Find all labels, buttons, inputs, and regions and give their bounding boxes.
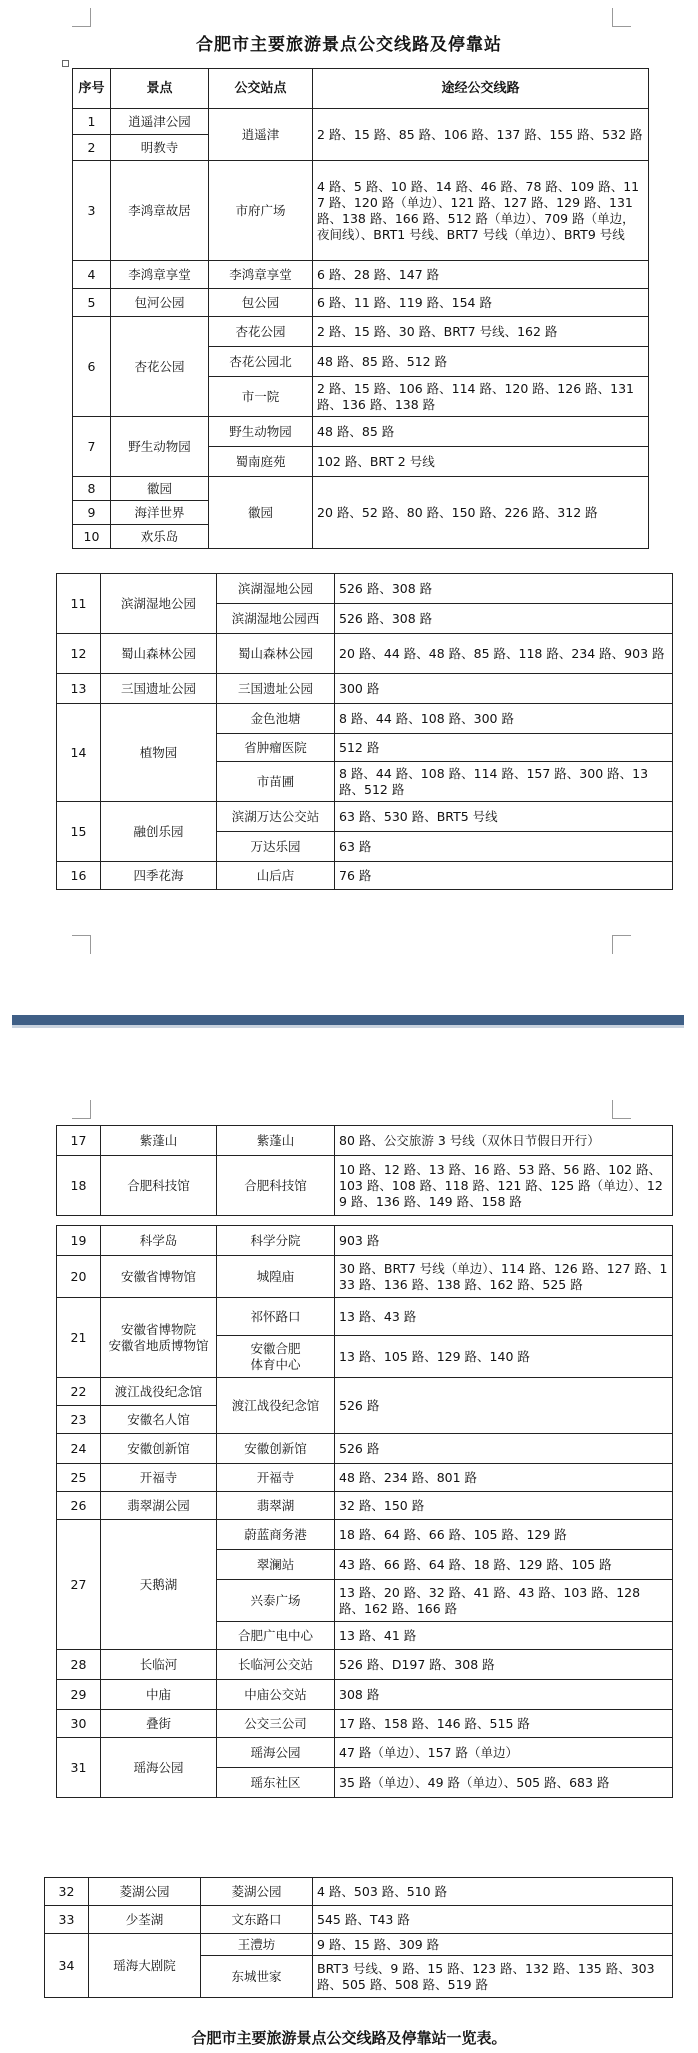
stop-name: 合肥科技馆 xyxy=(217,1156,335,1216)
route-list: 9 路、15 路、309 路 xyxy=(313,1934,673,1956)
row-no: 32 xyxy=(45,1878,89,1906)
scenic-name: 融创乐园 xyxy=(101,802,217,862)
route-list: 76 路 xyxy=(335,862,673,890)
scenic-name: 欢乐岛 xyxy=(111,525,209,549)
row-no: 9 xyxy=(73,501,111,525)
crop-mark xyxy=(72,935,91,954)
row-no: 22 xyxy=(57,1378,101,1406)
route-list: 4 路、5 路、10 路、14 路、46 路、78 路、109 路、117 路、120 路（单边）、121 路、127 路、129 路、131 路、138 路、166 路、512 路（单边）、709 路（单边，夜间线）、BRT1 号线、BRT7 号线（单边）、BRT9 号线 xyxy=(313,161,649,261)
bus-route-table-part-4 xyxy=(56,1225,673,1798)
scenic-name: 瑶海公园 xyxy=(101,1738,217,1798)
scenic-name: 李鸿章享堂 xyxy=(111,261,209,289)
route-list: 526 路、308 路 xyxy=(335,604,673,634)
route-list: 13 路、105 路、129 路、140 路 xyxy=(335,1336,673,1378)
scenic-name-line-1: 安徽省博物院 xyxy=(120,1321,196,1337)
route-list: 526 路 xyxy=(335,1378,673,1434)
row-no: 8 xyxy=(73,477,111,501)
scenic-name: 菱湖公园 xyxy=(89,1878,201,1906)
scenic-name: 中庙 xyxy=(101,1680,217,1710)
scenic-name: 植物园 xyxy=(101,704,217,802)
stop-name: 蜀山森林公园 xyxy=(217,634,335,674)
scenic-name: 渡江战役纪念馆 xyxy=(101,1378,217,1406)
route-list: 2 路、15 路、106 路、114 路、120 路、126 路、131 路、136 路、138 路 xyxy=(313,377,649,417)
scenic-name: 四季花海 xyxy=(101,862,217,890)
stop-name: 兴泰广场 xyxy=(217,1580,335,1622)
scenic-name: 开福寺 xyxy=(101,1464,217,1492)
stop-name: 滨湖湿地公园西 xyxy=(217,604,335,634)
bus-route-table-part-2 xyxy=(56,573,673,890)
scenic-name xyxy=(101,1298,217,1378)
route-list: 20 路、44 路、48 路、85 路、118 路、234 路、903 路 xyxy=(335,634,673,674)
stop-name: 金色池塘 xyxy=(217,704,335,734)
route-list: BRT3 号线、9 路、15 路、123 路、132 路、135 路、303 路、505 路、508 路、519 路 xyxy=(313,1956,673,1998)
scenic-name: 少荃湖 xyxy=(89,1906,201,1934)
route-list: 512 路 xyxy=(335,734,673,762)
scenic-name: 海洋世界 xyxy=(111,501,209,525)
row-no: 7 xyxy=(73,417,111,477)
route-list: 80 路、公交旅游 3 号线（双休日节假日开行） xyxy=(335,1126,673,1156)
stop-name: 山后店 xyxy=(217,862,335,890)
row-no: 3 xyxy=(73,161,111,261)
route-list: 18 路、64 路、66 路、105 路、129 路 xyxy=(335,1520,673,1550)
crop-mark xyxy=(72,1100,91,1119)
stop-name xyxy=(217,1336,335,1378)
row-no: 23 xyxy=(57,1406,101,1434)
stop-name: 安徽创新馆 xyxy=(217,1434,335,1464)
stop-name-line-1: 安徽合肥 xyxy=(250,1340,301,1356)
stop-name-line-2: 体育中心 xyxy=(250,1356,301,1372)
route-list: 17 路、158 路、146 路、515 路 xyxy=(335,1710,673,1738)
bus-route-table-part-1 xyxy=(72,68,649,549)
scenic-name: 瑶海大剧院 xyxy=(89,1934,201,1998)
scenic-name: 包河公园 xyxy=(111,289,209,317)
crop-mark xyxy=(72,8,91,27)
header-routes: 途经公交线路 xyxy=(313,69,649,109)
row-no: 5 xyxy=(73,289,111,317)
row-no: 34 xyxy=(45,1934,89,1998)
scenic-name: 天鹅湖 xyxy=(101,1520,217,1650)
row-no: 31 xyxy=(57,1738,101,1798)
row-no: 29 xyxy=(57,1680,101,1710)
scenic-name-line-2: 安徽省地质博物馆 xyxy=(108,1337,209,1353)
row-no: 4 xyxy=(73,261,111,289)
header-stop: 公交站点 xyxy=(209,69,313,109)
row-no: 11 xyxy=(57,574,101,634)
route-list: 63 路、530 路、BRT5 号线 xyxy=(335,802,673,832)
row-no: 17 xyxy=(57,1126,101,1156)
row-no: 27 xyxy=(57,1520,101,1650)
stop-name: 逍遥津 xyxy=(209,109,313,161)
stop-name: 徽园 xyxy=(209,477,313,549)
scenic-name: 徽园 xyxy=(111,477,209,501)
row-no: 13 xyxy=(57,674,101,704)
stop-name: 瑶东社区 xyxy=(217,1768,335,1798)
header-no: 序号 xyxy=(73,69,111,109)
scenic-name: 三国遗址公园 xyxy=(101,674,217,704)
stop-name: 滨湖湿地公园 xyxy=(217,574,335,604)
stop-name: 市一院 xyxy=(209,377,313,417)
scenic-name: 合肥科技馆 xyxy=(101,1156,217,1216)
header-scenic: 景点 xyxy=(111,69,209,109)
route-list: 10 路、12 路、13 路、16 路、53 路、56 路、102 路、103 路、108 路、118 路、121 路、125 路（单边）、129 路、136 路、149 路、158 路 xyxy=(335,1156,673,1216)
stop-name: 蔚蓝商务港 xyxy=(217,1520,335,1550)
stop-name: 万达乐园 xyxy=(217,832,335,862)
bus-route-table-part-3 xyxy=(56,1125,673,1216)
scenic-name: 紫蓬山 xyxy=(101,1126,217,1156)
route-list: 43 路、66 路、64 路、18 路、129 路、105 路 xyxy=(335,1550,673,1580)
row-no: 14 xyxy=(57,704,101,802)
stop-name: 省肿瘤医院 xyxy=(217,734,335,762)
route-list: 48 路、85 路、512 路 xyxy=(313,347,649,377)
route-list: 32 路、150 路 xyxy=(335,1492,673,1520)
route-list: 526 路、308 路 xyxy=(335,574,673,604)
document-title: 合肥市主要旅游景点公交线路及停靠站 xyxy=(196,35,502,55)
route-list: 2 路、15 路、85 路、106 路、137 路、155 路、532 路 xyxy=(313,109,649,161)
route-list: 13 路、20 路、32 路、41 路、43 路、103 路、128 路、162 路、166 路 xyxy=(335,1580,673,1622)
row-no: 12 xyxy=(57,634,101,674)
page-separator xyxy=(12,1015,684,1025)
stop-name: 杏花公园北 xyxy=(209,347,313,377)
stop-name: 城隍庙 xyxy=(217,1256,335,1298)
row-no: 15 xyxy=(57,802,101,862)
stop-name: 杏花公园 xyxy=(209,317,313,347)
row-no: 6 xyxy=(73,317,111,417)
route-list: 526 路 xyxy=(335,1434,673,1464)
scenic-name: 杏花公园 xyxy=(111,317,209,417)
stop-name: 市苗圃 xyxy=(217,762,335,802)
stop-name: 祁怀路口 xyxy=(217,1298,335,1336)
row-no: 1 xyxy=(73,109,111,135)
stop-name: 李鸿章享堂 xyxy=(209,261,313,289)
bus-route-table-part-5 xyxy=(44,1877,673,1998)
stop-name: 王澧坊 xyxy=(201,1934,313,1956)
page-1 xyxy=(0,0,698,980)
route-list: 13 路、43 路 xyxy=(335,1298,673,1336)
row-no: 10 xyxy=(73,525,111,549)
scenic-name: 野生动物园 xyxy=(111,417,209,477)
stop-name: 科学分院 xyxy=(217,1226,335,1256)
row-no: 30 xyxy=(57,1710,101,1738)
stop-name: 渡江战役纪念馆 xyxy=(217,1378,335,1434)
table-move-handle[interactable] xyxy=(62,60,69,67)
stop-name: 开福寺 xyxy=(217,1464,335,1492)
stop-name: 市府广场 xyxy=(209,161,313,261)
route-list: 20 路、52 路、80 路、150 路、226 路、312 路 xyxy=(313,477,649,549)
row-no: 33 xyxy=(45,1906,89,1934)
route-list: 13 路、41 路 xyxy=(335,1622,673,1650)
stop-name: 长临河公交站 xyxy=(217,1650,335,1680)
route-list: 102 路、BRT 2 号线 xyxy=(313,447,649,477)
scenic-name: 翡翠湖公园 xyxy=(101,1492,217,1520)
route-list: 903 路 xyxy=(335,1226,673,1256)
route-list: 4 路、503 路、510 路 xyxy=(313,1878,673,1906)
row-no: 28 xyxy=(57,1650,101,1680)
scenic-name: 明教寺 xyxy=(111,135,209,161)
route-list: 526 路、D197 路、308 路 xyxy=(335,1650,673,1680)
stop-name: 东城世家 xyxy=(201,1956,313,1998)
route-list: 545 路、T43 路 xyxy=(313,1906,673,1934)
stop-name: 滨湖万达公交站 xyxy=(217,802,335,832)
stop-name: 野生动物园 xyxy=(209,417,313,447)
route-list: 35 路（单边）、49 路（单边）、505 路、683 路 xyxy=(335,1768,673,1798)
row-no: 24 xyxy=(57,1434,101,1464)
route-list: 6 路、28 路、147 路 xyxy=(313,261,649,289)
scenic-name: 长临河 xyxy=(101,1650,217,1680)
row-no: 25 xyxy=(57,1464,101,1492)
crop-mark xyxy=(612,935,631,954)
route-list: 8 路、44 路、108 路、300 路 xyxy=(335,704,673,734)
document-caption: 合肥市主要旅游景点公交线路及停靠站一览表。 xyxy=(191,2029,507,2047)
row-no: 20 xyxy=(57,1256,101,1298)
page-separator-shadow xyxy=(12,1025,684,1028)
row-no: 26 xyxy=(57,1492,101,1520)
route-list: 300 路 xyxy=(335,674,673,704)
stop-name: 菱湖公园 xyxy=(201,1878,313,1906)
route-list: 30 路、BRT7 号线（单边）、114 路、126 路、127 路、133 路、136 路、138 路、162 路、525 路 xyxy=(335,1256,673,1298)
stop-name: 瑶海公园 xyxy=(217,1738,335,1768)
crop-mark xyxy=(612,1100,631,1119)
scenic-name: 科学岛 xyxy=(101,1226,217,1256)
scenic-name: 安徽省博物馆 xyxy=(101,1256,217,1298)
scenic-name: 安徽创新馆 xyxy=(101,1434,217,1464)
row-no: 16 xyxy=(57,862,101,890)
stop-name: 蜀南庭苑 xyxy=(209,447,313,477)
route-list: 63 路 xyxy=(335,832,673,862)
stop-name: 紫蓬山 xyxy=(217,1126,335,1156)
scenic-name: 逍遥津公园 xyxy=(111,109,209,135)
stop-name: 公交三公司 xyxy=(217,1710,335,1738)
scenic-name: 蜀山森林公园 xyxy=(101,634,217,674)
scenic-name: 安徽名人馆 xyxy=(101,1406,217,1434)
route-list: 8 路、44 路、108 路、114 路、157 路、300 路、13 路、512 路 xyxy=(335,762,673,802)
stop-name: 包公园 xyxy=(209,289,313,317)
row-no: 18 xyxy=(57,1156,101,1216)
row-no: 2 xyxy=(73,135,111,161)
stop-name: 文东路口 xyxy=(201,1906,313,1934)
stop-name: 三国遗址公园 xyxy=(217,674,335,704)
route-list: 48 路、85 路 xyxy=(313,417,649,447)
route-list: 48 路、234 路、801 路 xyxy=(335,1464,673,1492)
row-no: 21 xyxy=(57,1298,101,1378)
route-list: 47 路（单边）、157 路（单边） xyxy=(335,1738,673,1768)
scenic-name: 滨湖湿地公园 xyxy=(101,574,217,634)
stop-name: 中庙公交站 xyxy=(217,1680,335,1710)
crop-mark xyxy=(612,8,631,27)
route-list: 6 路、11 路、119 路、154 路 xyxy=(313,289,649,317)
route-list: 308 路 xyxy=(335,1680,673,1710)
stop-name: 合肥广电中心 xyxy=(217,1622,335,1650)
scenic-name: 叠街 xyxy=(101,1710,217,1738)
route-list: 2 路、15 路、30 路、BRT7 号线、162 路 xyxy=(313,317,649,347)
scenic-name: 李鸿章故居 xyxy=(111,161,209,261)
stop-name: 翡翠湖 xyxy=(217,1492,335,1520)
stop-name: 翠澜站 xyxy=(217,1550,335,1580)
row-no: 19 xyxy=(57,1226,101,1256)
